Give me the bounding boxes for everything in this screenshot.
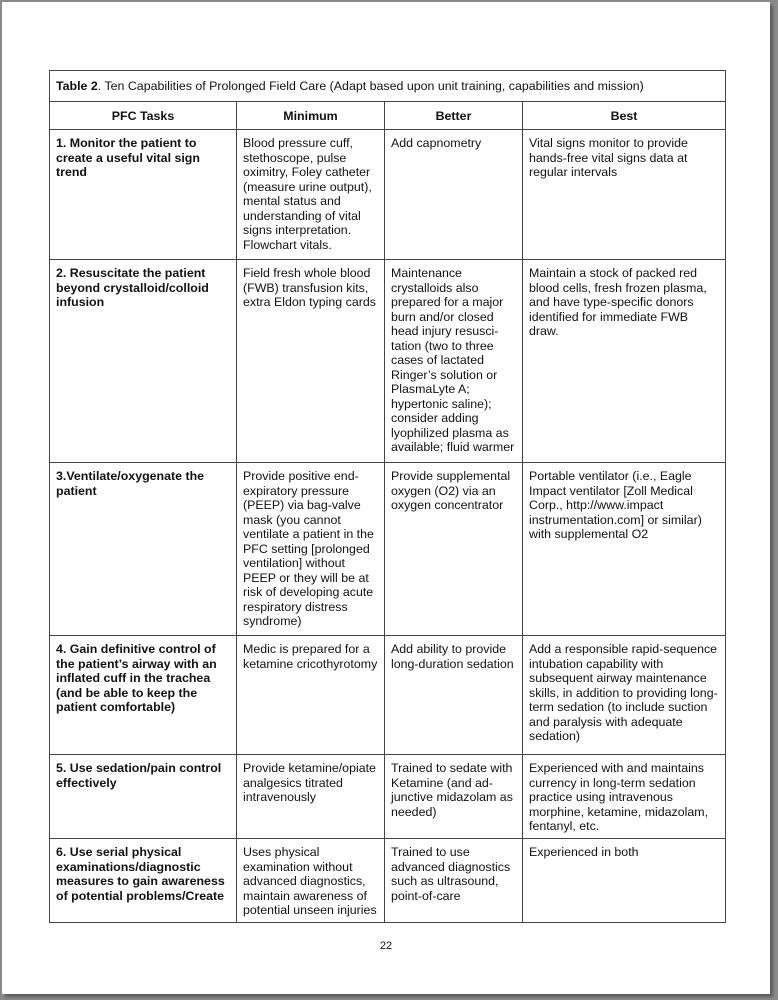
column-header-better: Better <box>385 101 523 130</box>
task-cell: 6. Use serial physical examinations/diagnostic measures to gain awareness of potential problems/Create <box>50 839 237 923</box>
minimum-cell: Blood pressure cuff, stethoscope, pulse oximitry, Foley catheter (measure urine output), mental status and understanding of vital signs interpretation. Flowchart vitals. <box>237 130 385 260</box>
best-cell: Maintain a stock of packed red blood cells, fresh frozen plasma, and have type-specific donors identified for immediate FWB draw. <box>523 260 726 463</box>
best-cell: Portable ventilator (i.e., Eagle Impact ventilator [Zoll Medical Corp., http://www.impact instrumentation.com] or similar) with supplemental O2 <box>523 463 726 636</box>
task-cell: 4. Gain definitive control of the patient’s airway with an inflated cuff in the trachea (and be able to keep the patient comfortable) <box>50 636 237 755</box>
minimum-cell: Uses physical examination without advanced diagnostics, maintain awareness of potential unseen injuries <box>237 839 385 923</box>
table-caption-label: Table 2 <box>56 79 98 93</box>
page-number: 22 <box>379 940 393 952</box>
task-cell: 5. Use sedation/pain control effectively <box>50 755 237 839</box>
document-page <box>2 2 770 994</box>
table-caption-row <box>50 71 726 102</box>
column-header-best: Best <box>523 101 726 130</box>
better-cell: Trained to use advanced diagnostics such as ultrasound, point-of-care <box>385 839 523 923</box>
table-header-row <box>50 101 726 130</box>
minimum-cell: Field fresh whole blood (FWB) transfusion kits, extra Eldon typing cards <box>237 260 385 463</box>
pfc-capabilities-table <box>49 70 726 923</box>
best-cell: Experienced with and maintains currency in long-term sedation practice using intravenous morphine, ketamine, midazolam, fentanyl, etc. <box>523 755 726 839</box>
minimum-cell: Medic is prepared for a ketamine cricothyrotomy <box>237 636 385 755</box>
column-header-minimum: Minimum <box>237 101 385 130</box>
table-row <box>50 260 726 463</box>
table-caption <box>50 71 726 102</box>
minimum-cell: Provide ketamine/opiate analgesics titrated intravenously <box>237 755 385 839</box>
table-row <box>50 130 726 260</box>
task-cell: 2. Resuscitate the patient beyond crystalloid/colloid infusion <box>50 260 237 463</box>
table-row <box>50 463 726 636</box>
best-cell: Vital signs monitor to provide hands-free vital signs data at regular intervals <box>523 130 726 260</box>
best-cell: Add a responsible rapid-sequence intubation capability with subsequent airway maintenance skills, in addition to providing long-term sedation (to include suction and paralysis with adequate sedation) <box>523 636 726 755</box>
better-cell: Add capnometry <box>385 130 523 260</box>
better-cell: Add ability to provide long-duration sedation <box>385 636 523 755</box>
table-row <box>50 839 726 923</box>
task-cell: 3.Ventilate/oxygenate the patient <box>50 463 237 636</box>
minimum-cell: Provide positive end-expiratory pressure (PEEP) via bag-valve mask (you cannot ventilate a patient in the PFC setting [prolonged ventilation] without PEEP or they will be at risk of developing acute respiratory distress syndrome) <box>237 463 385 636</box>
best-cell: Experienced in both <box>523 839 726 923</box>
better-cell: Provide supplemental oxygen (O2) via an oxygen concentrator <box>385 463 523 636</box>
better-cell: Maintenance crystalloids also prepared for a major burn and/or closed head injury resusci-tation (two to three cases of lactated Ringer’s solution or PlasmaLyte A; hypertonic saline); consider adding lyophilized plasma as available; fluid warmer <box>385 260 523 463</box>
table-caption-text: . Ten Capabilities of Prolonged Field Care (Adapt based upon unit training, capabilities and mission) <box>97 79 644 93</box>
table-row <box>50 636 726 755</box>
column-header-tasks: PFC Tasks <box>50 101 237 130</box>
task-cell: 1. Monitor the patient to create a useful vital sign trend <box>50 130 237 260</box>
better-cell: Trained to sedate with Ketamine (and ad-junctive midazolam as needed) <box>385 755 523 839</box>
table-row <box>50 755 726 839</box>
